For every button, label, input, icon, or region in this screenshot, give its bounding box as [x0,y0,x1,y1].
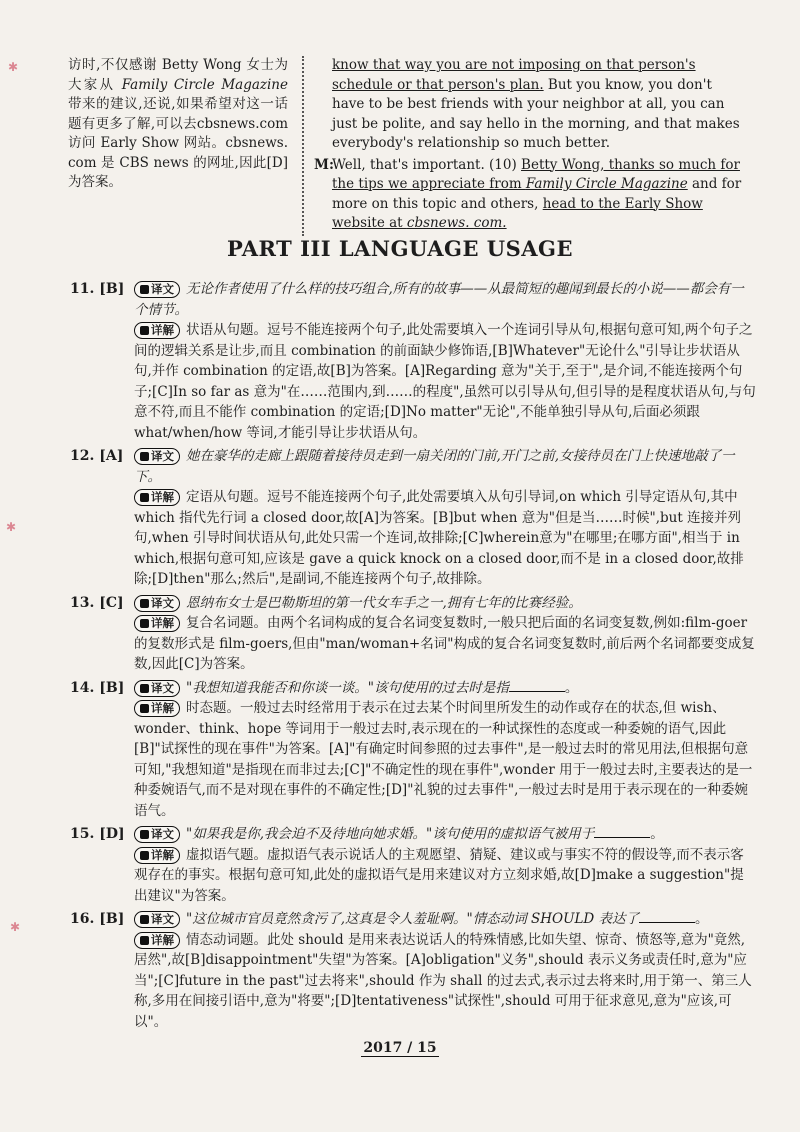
tag-icon [140,851,149,860]
answer-item [70,279,756,443]
explanation-tag: 详解 [134,700,180,717]
explanation-text: 带来的建议,还说,如果希望对这一话题有更多了解,可以去cbsnews.com访问 Early Show 网站。cbsnews. com 是 CBS news 的网址,因此[D]为答案。 [68,96,288,190]
margin-stains [4,40,44,940]
translation-text: "这位城市官员竟然贪污了,这真是令人羞耻啊。"情态动词 SHOULD 表达了 [186,911,640,927]
speaker-line [314,156,746,234]
transcript-text: and for more on this topic and others, [332,176,742,212]
red-stain-mark: ✱ [8,60,19,74]
transcript-text: But you know, you don't have to be best friends with your neighbor at all, you can just be polite, and say hello in the morning, and that makes everybody's relationship so much better. [332,76,740,151]
tag-icon [140,493,149,502]
fill-blank [639,910,695,923]
underlined-text: know that way you are not imposing on that person's schedule or that person's plan. [332,57,696,93]
translation-line [134,593,756,614]
speaker-text [332,156,746,234]
tag-icon [140,599,149,608]
answer-item [70,593,756,675]
question-number: 15. [D] [70,826,125,842]
question-number: 11. [B] [70,281,125,297]
tag-icon [140,915,149,924]
page-number [0,1040,800,1056]
question-number: 14. [B] [70,679,125,696]
fill-blank [509,679,565,692]
website-name: cbsnews. com. [406,215,507,231]
question-number: 16. [B] [70,911,125,927]
explanation-text: 访时,不仅感谢 Betty Wong 女士为大家从 [68,57,288,93]
tag-icon [140,619,149,628]
explanation-tag: 详解 [134,847,180,864]
transcript-paragraph [314,56,746,154]
explanation-text: 时态题。一般过去时经常用于表示在过去某个时间里所发生的动作或存在的状态,但 wish、wonder、think、hope 等词用于一般过去时,表示现在的一种试探性的态度或一种委婉的语气,因此[B]"试探性的现在事件"为答案。[A]"有确定时间参照的过去事件",是一般过去时的常见用法,但根据句意可知,"我想知道"是指现在而非过去;[C]"不确定性的现在事件",wonder 用于一般过去时,主要表达的是一种委婉语气,而不是对现在事件的不确定性;[D]"礼貌的过去事件",一般过去时是用于表示现在的一种委婉语气。 [134,700,753,819]
explanation-text: 情态动词题。此处 should 是用来表达说话人的特殊情感,比如失望、惊奇、愤怒等,意为"竟然,居然",故[B]disappointment"失望"为答案。[A]obligation"义务",should 表示义务或责任时,意为"应当";[C]future in the past"过去将来",should 作为 shall 的过去式,表示过去将来时,用于第一、第三人称,多用在间接引语中,意为"将要";[D]tentativeness"试探性",should 可用于征求意见,意为"应该,可以"。 [134,931,752,1030]
section-title: PART III LANGUAGE USAGE [227,236,573,261]
magazine-name: Family Circle Magazine [121,76,288,93]
answer-body [134,593,756,675]
answer-body [134,909,756,1032]
column-divider [302,56,304,236]
translation-tag: 译文 [134,595,180,612]
tag-icon [140,326,149,335]
translation-text: 无论作者使用了什么样的技巧组合,所有的故事——从最简短的趣闻到最长的小说——都会有一个情节。 [134,281,744,318]
explanation-tag: 详解 [134,322,180,339]
answer-item [70,678,756,822]
explanation-line [134,613,756,675]
tag-icon [140,830,149,839]
punctuation: 。 [695,911,709,927]
explanation-tag: 详解 [134,489,180,506]
transcript-excerpt [314,56,746,234]
previous-answer-explanation [68,56,288,193]
answer-body [134,279,756,443]
punctuation: 。 [650,826,664,842]
speaker-label: M: [314,156,334,173]
underlined-text: Betty Wong, thanks so much for the tips we appreciate from [332,156,740,192]
transcript-text: Well, that's important. (10) [332,156,522,173]
tag-icon [140,684,149,693]
question-number: 13. [C] [70,594,124,611]
tag-icon [140,285,149,294]
fill-blank [594,825,650,838]
explanation-line [134,320,756,443]
translation-line [134,279,756,320]
answer-body [134,678,756,822]
explanation-text: 状语从句题。逗号不能连接两个句子,此处需要填入一个连词引导从句,根据句意可知,两个句子之间的逻辑关系是让步,而且 combination 的前面缺少修饰语,[B]Whatever"无论什么"引导让步状语从句,并作 combination 的定语,故[B]为答案。[A]Regarding 意为"关于,至于",是介词,不能连接两个句子;[C]In so far as 意为"在……范围内,到……的程度",虽然可以引导从句,但引导的是程度状语从句,与句意不符,而且不能作 combination 的定语;[D]No matter"无论",不能单独引导从句,后面必须跟 what/when/how 等词,才能引导让步状语从句。 [134,322,756,441]
explanation-line [134,930,756,1033]
translation-tag: 译文 [134,826,180,843]
translation-tag: 译文 [134,911,180,928]
underlined-text: head to the Early Show website at [332,195,703,231]
explanation-text: 虚拟语气题。虚拟语气表示说话人的主观愿望、猜疑、建议或与事实不符的假设等,而不表示客观存在的事实。根据句意可知,此处的虚拟语气是用来建议对方立刻求婚,故[D]make a suggestion"提出建议"为答案。 [134,846,744,904]
translation-text: 恩纳布女士是巴勒斯坦的第一代女车手之一,拥有七年的比赛经验。 [186,594,582,611]
tag-icon [140,936,149,945]
answer-item [70,446,756,590]
translation-tag: 译文 [134,281,180,298]
tag-icon [140,452,149,461]
translation-line [134,446,756,487]
translation-text: "如果我是你,我会迫不及待地向她求婚。"该句使用的虚拟语气被用于 [186,826,595,842]
explanation-tag: 详解 [134,932,180,949]
answer-list [70,279,756,1035]
explanation-line [134,845,756,907]
explanation-text: 定语从句题。逗号不能连接两个句子,此处需要填入从句引导词,on which 引导定语从句,其中 which 指代先行词 a closed door,故[A]为答案。[B]but when 意为"但是当……时候",but 连接并列句,when 引导时间状语从句,此处只需一个连词,故排除;[C]wherein意为"在哪里;在哪方面",相当于 in which,根据句意可知,应该是 gave a quick knock on a closed door,而不是 in a closed door,故排除;[D]then"那么;然后",是副词,不能连接两个句子,故排除。 [134,489,744,587]
magazine-name: Family Circle Magazine [525,176,688,192]
translation-text: "我想知道我能否和你谈一谈。"该句使用的过去时是指 [186,679,509,696]
explanation-tag: 详解 [134,615,180,632]
question-number: 12. [A] [70,448,124,464]
page-number-text: 2017 / 15 [363,1040,437,1056]
translation-text: 她在豪华的走廊上跟随着接待员走到一扇关闭的门前,开门之前,女接待员在门上快速地敲了一下。 [134,448,735,485]
translation-line [134,909,756,930]
translation-line [134,824,756,845]
explanation-text: 复合名词题。由两个名词构成的复合名词变复数时,一般只把后面的名词变复数,例如:film-goer 的复数形式是 film-goers,但由"man/woman+名词"构成的复合名词变复数时,前后两个名词都要变成复数,因此[C]为答案。 [134,615,755,672]
translation-tag: 译文 [134,448,180,465]
tag-icon [140,704,149,713]
answer-body [134,824,756,906]
explanation-line [134,698,756,821]
explanation-line [134,487,756,590]
punctuation: 。 [564,679,579,696]
translation-tag: 译文 [134,680,180,697]
red-stain-mark: ✱ [10,920,21,934]
answer-body [134,446,756,590]
answer-item [70,824,756,906]
red-stain-mark: ✱ [6,520,17,534]
translation-line [134,678,756,699]
answer-item [70,909,756,1032]
